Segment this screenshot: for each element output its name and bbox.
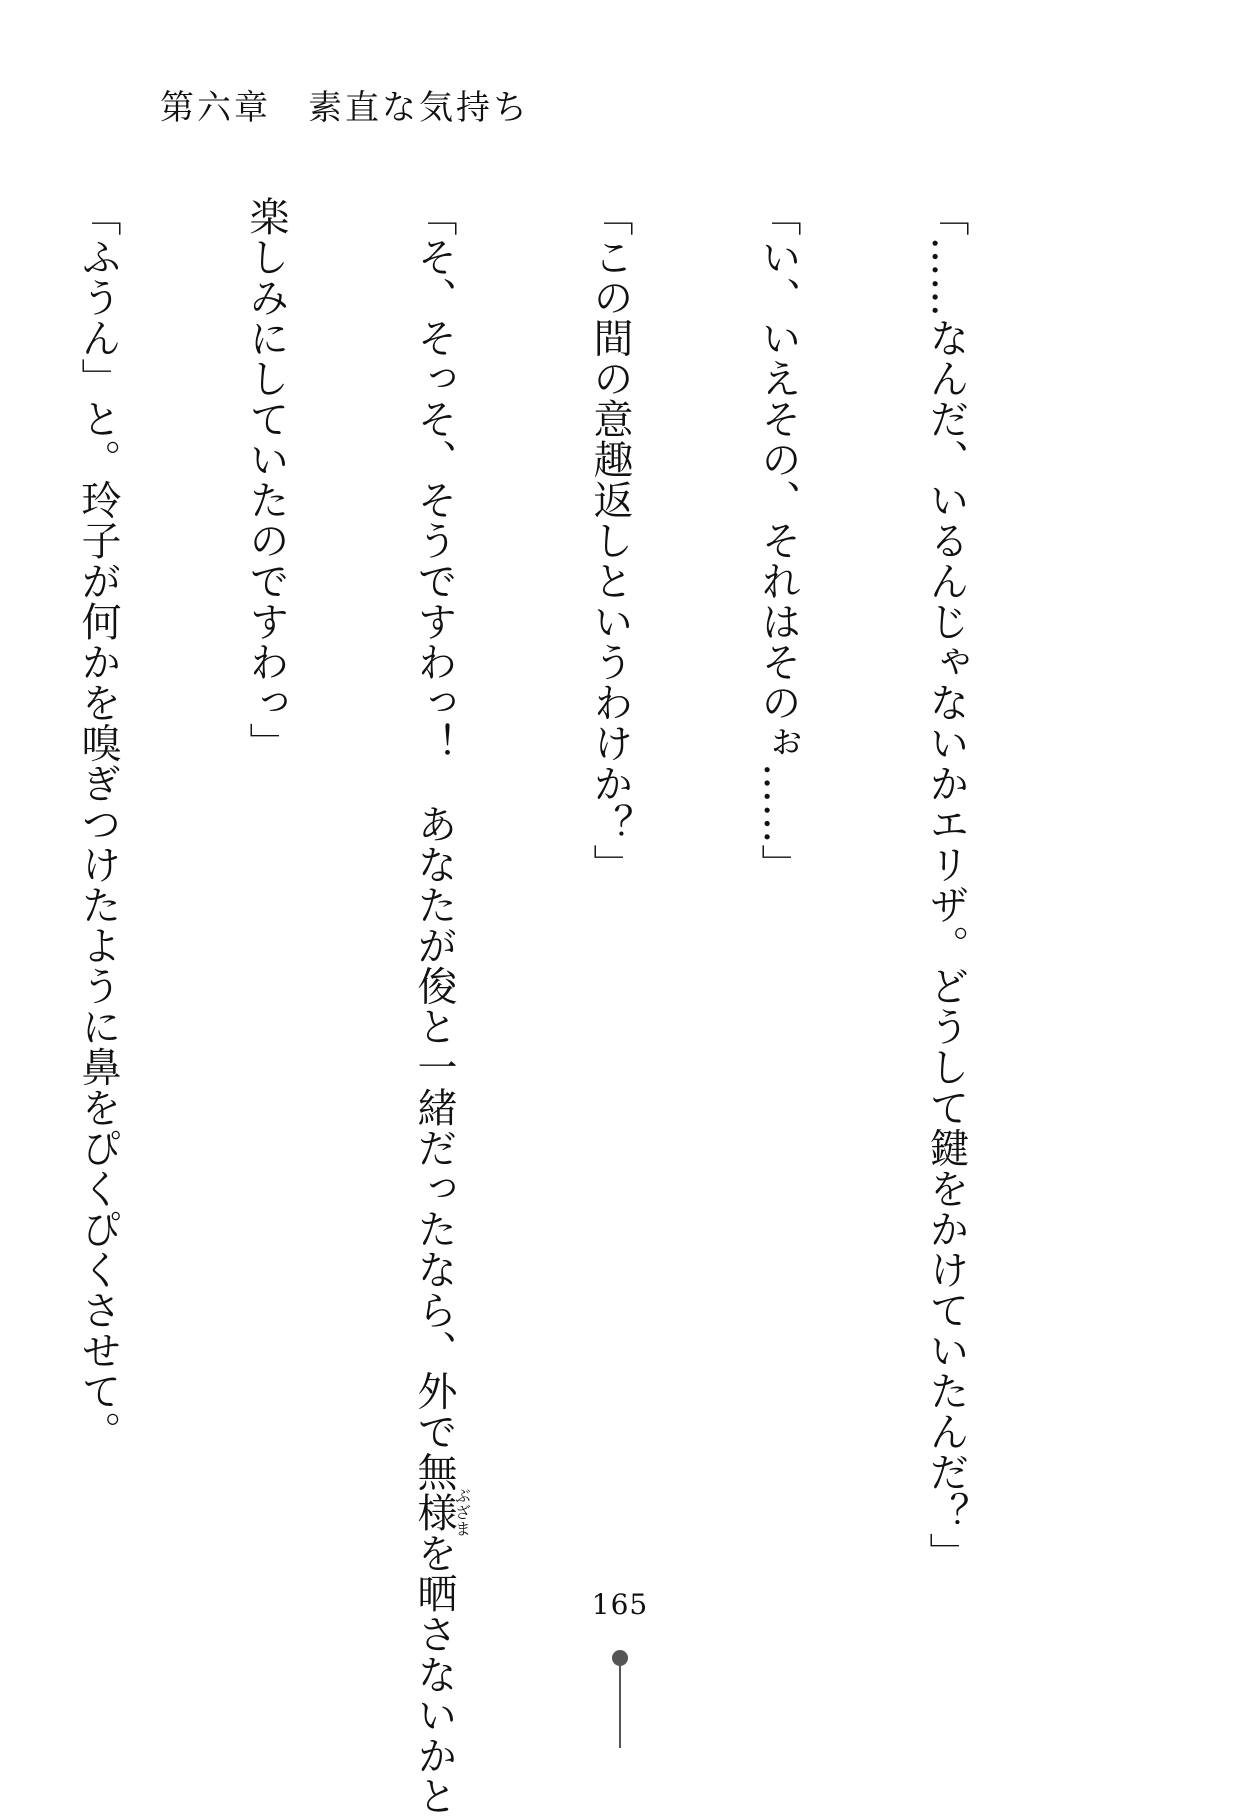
ruby-word	[411, 1492, 457, 1533]
folio-marker-icon	[612, 1650, 628, 1748]
text-line-with-ruby	[406, 196, 470, 1376]
text-line: 「この間の意趣返しというわけか？」	[582, 196, 638, 1376]
ruby-reading: ぶざま	[453, 1488, 472, 1538]
text-line-end: を晒さないかと	[411, 1533, 457, 1816]
text-line: 「ふうん」と。玲子が何かを嗅ぎつけたように鼻をぴくぴくさせて。	[70, 196, 126, 1376]
ruby-base: 様	[411, 1488, 457, 1538]
text-line: 楽しみにしていたのですわっ」	[238, 196, 294, 1376]
text-line-start: 「そ、そっそ、そうですわっ！ あなたが俊と一緒だったなら、外で無	[411, 196, 457, 1492]
body-text	[186, 196, 1086, 1376]
text-line: 「い、いえその、それはそのぉ……」	[750, 196, 806, 1376]
running-head: 第六章 素直な気持ち	[160, 80, 530, 129]
folio-stem	[619, 1664, 621, 1748]
page-number: 165	[0, 1588, 1240, 1621]
text-line: 「……なんだ、いるんじゃないかエリザ。どうして鍵をかけていたんだ？」	[918, 196, 974, 1376]
